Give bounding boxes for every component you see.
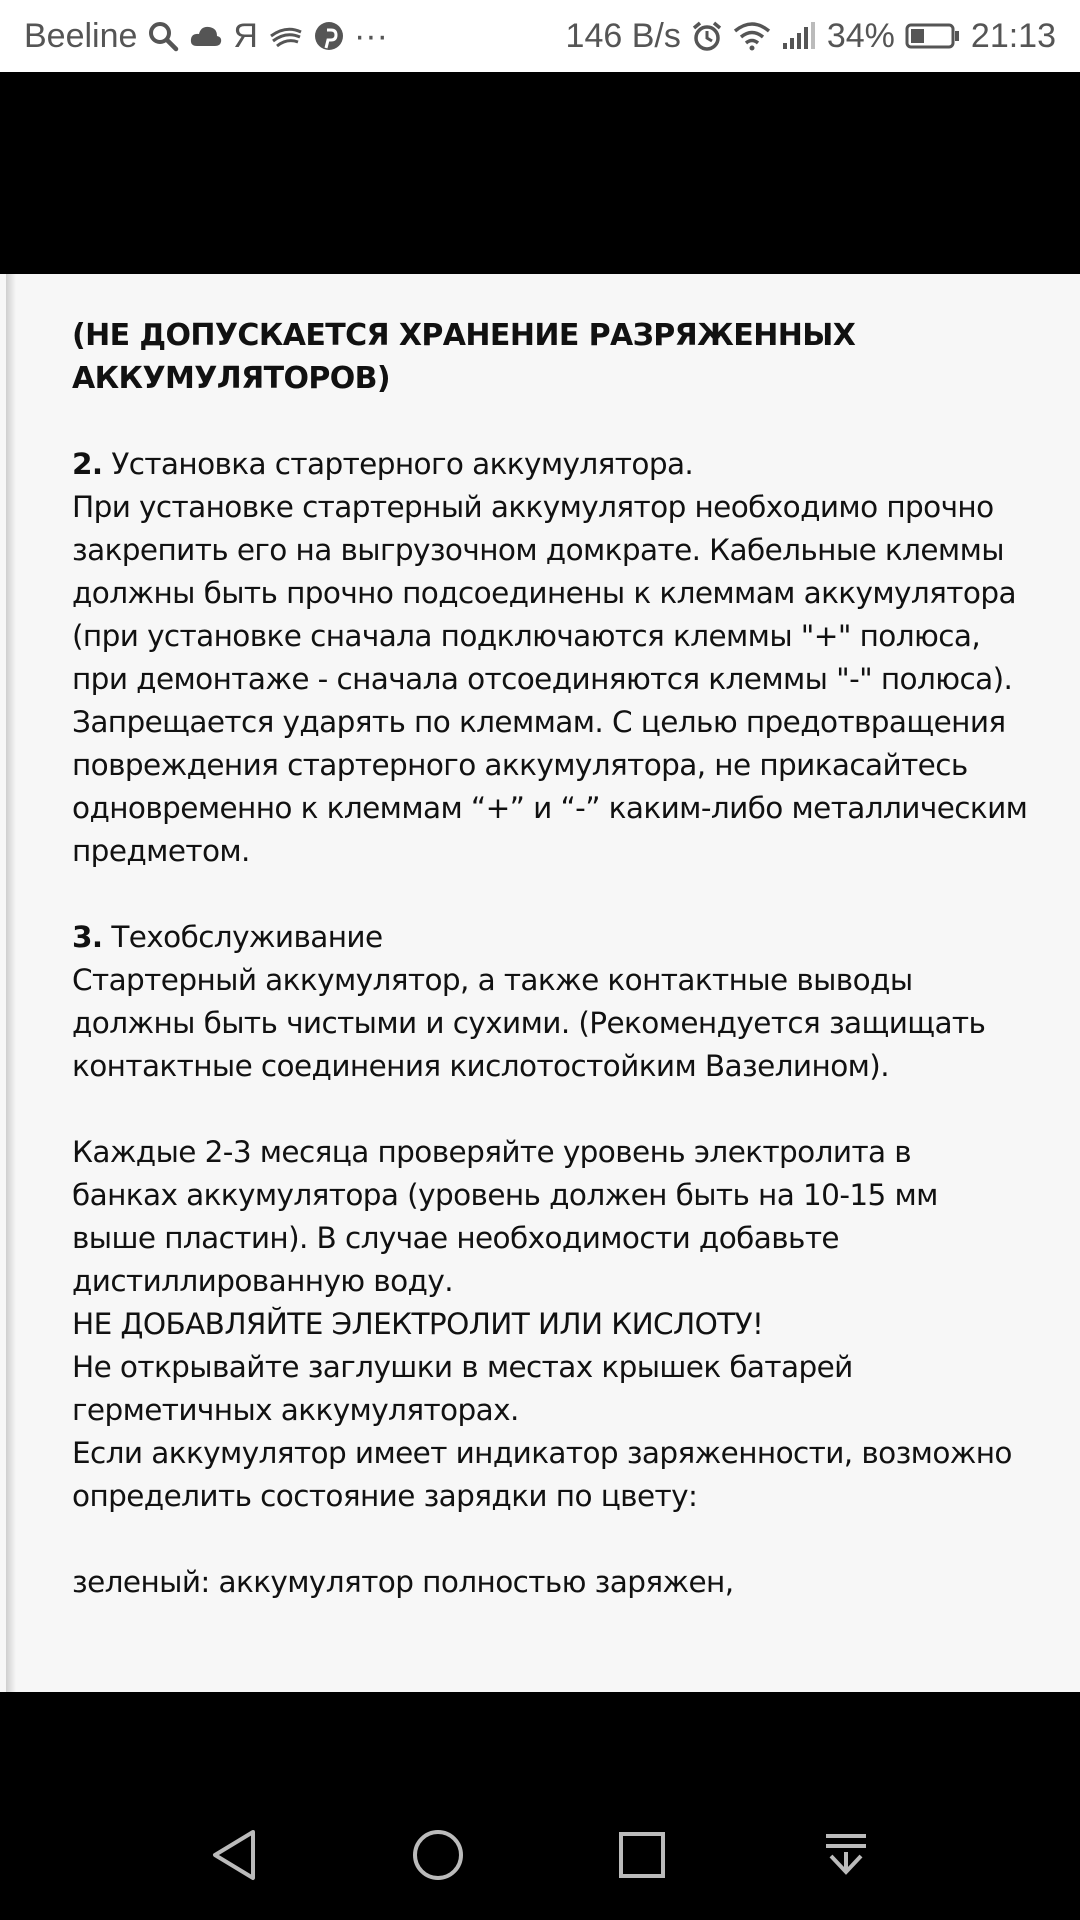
- home-button[interactable]: [403, 1822, 473, 1892]
- wifi-icon: [733, 21, 771, 51]
- yandex-icon: Я: [233, 16, 258, 55]
- navigation-bar: [0, 1794, 1080, 1920]
- scan-edge: [6, 274, 16, 1692]
- paragraph-line: зеленый: аккумулятор полностью заряжен,: [72, 1565, 734, 1599]
- search-icon: [147, 20, 179, 52]
- pinterest-icon: [314, 21, 344, 51]
- paragraph-line: выше пластин). В случае необходимости добавьте: [72, 1221, 839, 1255]
- notification-pull-button[interactable]: [811, 1822, 881, 1892]
- status-bar-left: [24, 17, 388, 56]
- home-icon: [411, 1828, 465, 1887]
- section-number: 2.: [72, 447, 103, 481]
- paragraph-line: повреждения стартерного аккумулятора, не прикасайтесь: [72, 748, 968, 782]
- paragraph-line: банках аккумулятора (уровень должен быть на 10-15 мм: [72, 1178, 938, 1212]
- paragraph-line: определить состояние зарядки по цвету:: [72, 1479, 698, 1513]
- back-button[interactable]: [199, 1822, 269, 1892]
- back-icon: [209, 1828, 259, 1887]
- paragraph-line: (при установке сначала подключаются клеммы "+" полюса,: [72, 619, 981, 653]
- paragraph-line: Каждые 2-3 месяца проверяйте уровень электролита в: [72, 1135, 912, 1169]
- clock-time: 21:13: [970, 16, 1056, 55]
- warning-heading-line: (НЕ ДОПУСКАЕТСЯ ХРАНЕНИЕ РАЗРЯЖЕННЫХ: [72, 318, 856, 353]
- paragraph-line: должны быть прочно подсоединены к клеммам аккумулятора: [72, 576, 1016, 610]
- alarm-icon: [691, 20, 723, 52]
- document-text: [72, 314, 1062, 1604]
- paragraph-line: одновременно к клеммам “+” и “-” каким-либо металлическим: [72, 791, 1028, 825]
- section-title-text: Техобслуживание: [102, 920, 383, 954]
- swirl-icon: [268, 23, 304, 49]
- paragraph-line: при демонтаже - сначала отсоединяются клеммы "-" полюса).: [72, 662, 1013, 696]
- section-2-title: [72, 443, 1062, 486]
- notification-pull-icon: [821, 1830, 871, 1885]
- paragraph-line: закрепить его на выгрузочном домкрате. Кабельные клеммы: [72, 533, 1004, 567]
- paragraph-line: Не открывайте заглушки в местах крышек батарей: [72, 1350, 853, 1384]
- warning-heading-line: АККУМУЛЯТОРОВ): [72, 361, 391, 396]
- section-number: 3.: [72, 920, 103, 954]
- section-title-text: Установка стартерного аккумулятора.: [102, 447, 694, 481]
- paragraph-line: Стартерный аккумулятор, а также контактные выводы: [72, 963, 913, 997]
- status-bar: [0, 0, 1080, 72]
- recents-icon: [617, 1830, 667, 1885]
- battery-icon: [905, 22, 961, 50]
- section-3-title: [72, 916, 1062, 959]
- paragraph-line: предметом.: [72, 834, 250, 868]
- cloud-icon: [189, 24, 223, 48]
- viewer-bottom-margin: [0, 1692, 1080, 1794]
- paragraph-line: контактные соединения кислотостойким Вазелином).: [72, 1049, 889, 1083]
- status-bar-right: [566, 17, 1056, 56]
- battery-percent: 34%: [826, 16, 895, 55]
- paragraph-line: Если аккумулятор имеет индикатор заряженности, возможно: [72, 1436, 1012, 1470]
- paragraph-line: дистиллированную воду.: [72, 1264, 453, 1298]
- carrier-label: Beeline: [24, 16, 138, 55]
- document-page[interactable]: [0, 274, 1080, 1692]
- recents-button[interactable]: [607, 1822, 677, 1892]
- warning-line: НЕ ДОБАВЛЯЙТЕ ЭЛЕКТРОЛИТ ИЛИ КИСЛОТУ!: [72, 1307, 764, 1341]
- paragraph-line: При установке стартерный аккумулятор необходимо прочно: [72, 490, 994, 524]
- paragraph-line: должны быть чистыми и сухими. (Рекомендуется защищать: [72, 1006, 986, 1040]
- more-icon: ···: [353, 16, 388, 55]
- paragraph-line: герметичных аккумуляторах.: [72, 1393, 519, 1427]
- paragraph-line: Запрещается ударять по клеммам. С целью предотвращения: [72, 705, 1006, 739]
- network-speed: 146 B/s: [565, 16, 681, 55]
- viewer-top-margin: [0, 72, 1080, 274]
- signal-icon: [781, 21, 817, 51]
